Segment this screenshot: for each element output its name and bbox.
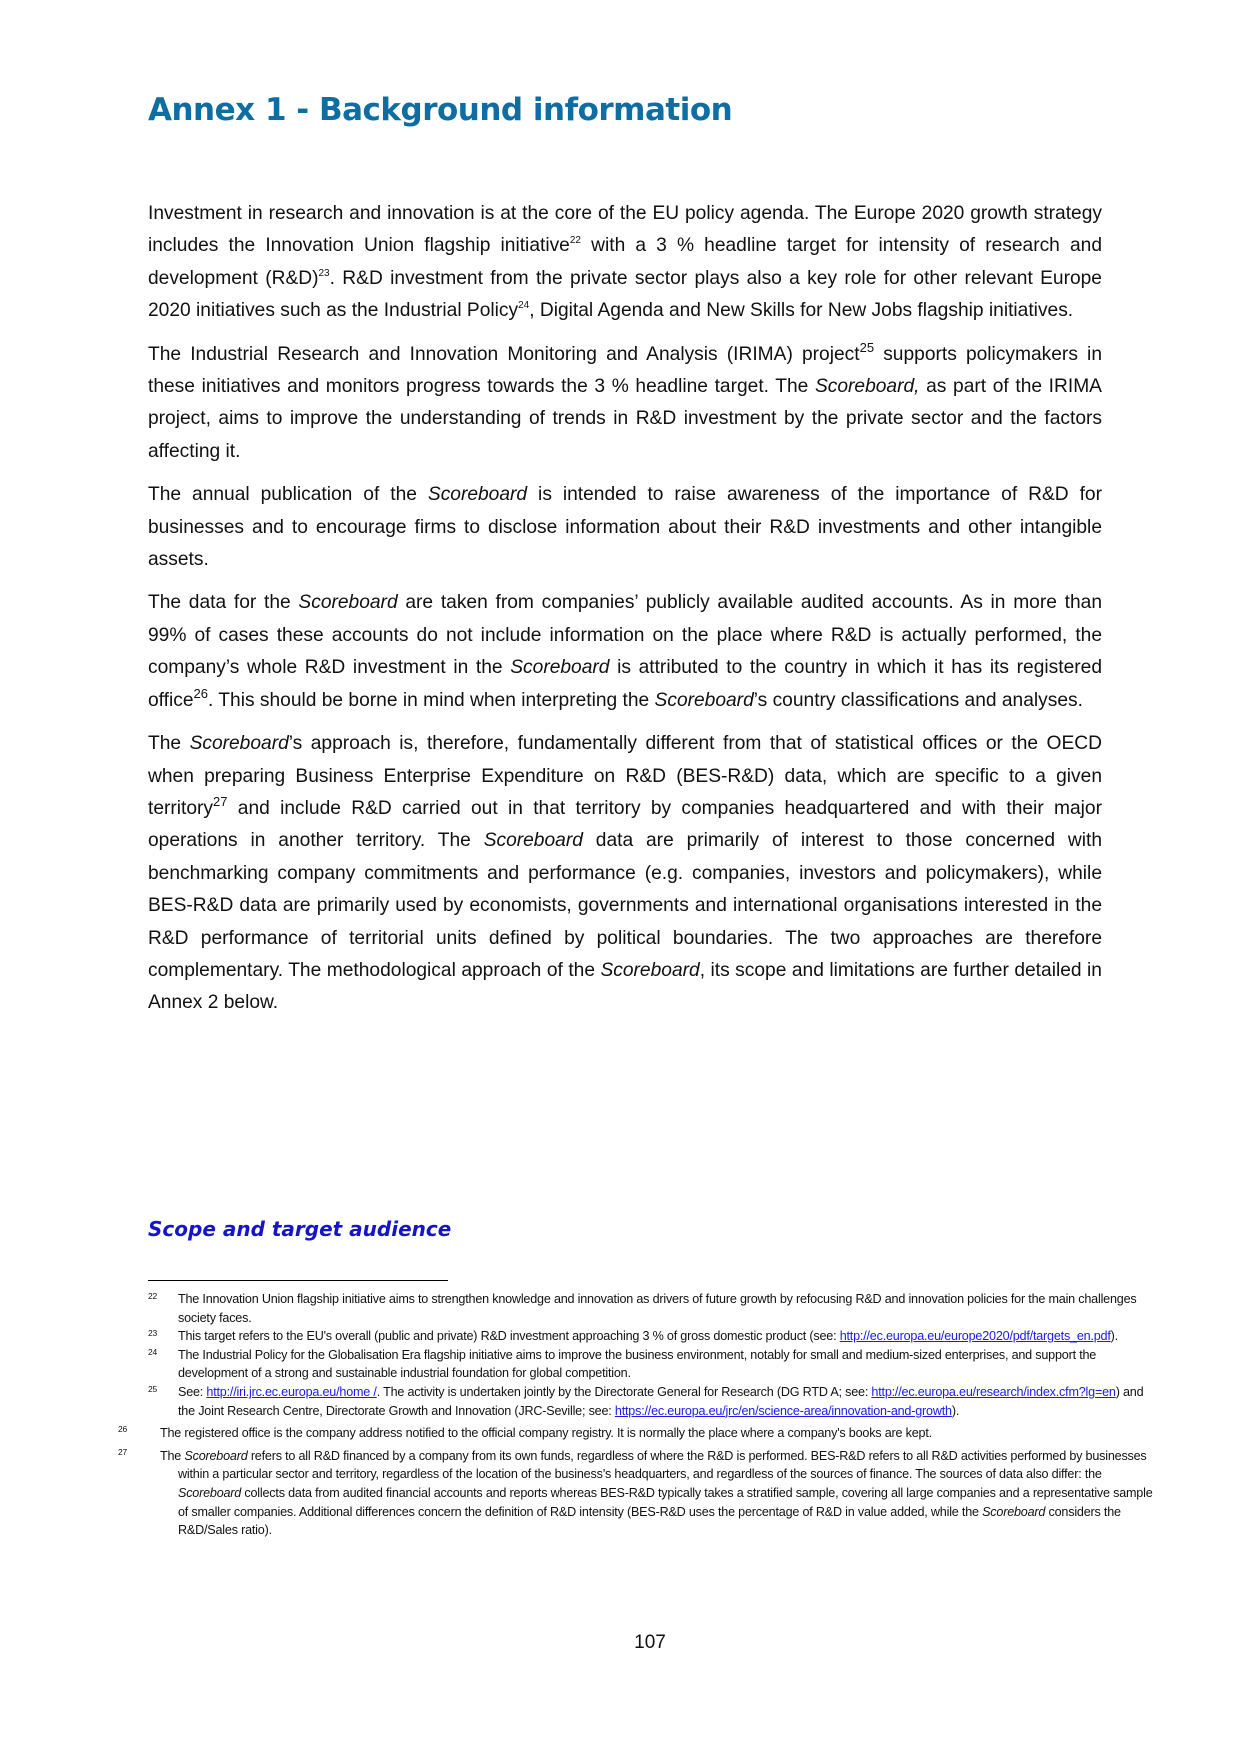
emphasis-scoreboard: Scoreboard [178, 1485, 242, 1500]
text-run: supports policymakers in these initiatives and monitors progress towards the 3 % headline target. The [148, 343, 1102, 398]
text-run: are taken from companies’ publicly available audited accounts. As in more than 99% of cases these accounts do not include information on the place where R&D is actually performed, the company’s whole R&D investment in the [148, 592, 1102, 679]
footnote-ref-24[interactable]: 24 [518, 300, 530, 312]
footnote-26: 26 The registered office is the company address notified to the official company registry. It is normally the place where a company's books are kept. [118, 1424, 932, 1441]
footnote-ref-25[interactable]: 25 [859, 339, 875, 355]
footnote-text: considers the R&D/Sales ratio). [178, 1504, 1121, 1538]
text-run: The Industrial Research and Innovation Monitoring and Analysis (IRIMA) project [148, 343, 860, 365]
page-number: 107 [634, 1632, 666, 1653]
text-run: ’s approach is, therefore, fundamentally different from that of statistical offices or the OECD when preparing Business Enterprise Expenditure on R&D (BES-R&D) data, which are specific to a given territory [148, 733, 1102, 819]
text-run: , its scope and limitations are further detailed in Annex 2 below. [148, 959, 1102, 1014]
text-run: data are primarily of interest to those concerned with benchmarking company commitments and performance (e.g. companies, investors and policymakers), while BES-R&D data are primarily used by economists, governments and international organisations interested in the R&D performance of territorial units defined by political boundaries. The two approaches are therefore complementary. The methodological approach of the [148, 830, 1102, 981]
footnote-text: See: [178, 1384, 207, 1399]
footnote-25 [148, 1383, 1158, 1420]
text-run: is attributed to the country in which it has its registered office [148, 657, 1102, 711]
paragraph-intro [148, 198, 1102, 328]
text-run: with a 3 % headline target for intensity of research and development (R&D) [148, 235, 1102, 289]
paragraph-data-source [148, 587, 1102, 717]
emphasis-scoreboard: Scoreboard [510, 657, 610, 679]
link-ec-research[interactable]: http://ec.europa.eu/research/index.cfm?lg=en [871, 1384, 1116, 1399]
footnote-23 [148, 1327, 1158, 1346]
text-run: The [148, 733, 190, 755]
footnote-text: ). [951, 1403, 960, 1418]
text-run: is intended to raise awareness of the importance of R&D for businesses and to encourage firms to disclose information about their R&D investments and other intangible assets. [148, 484, 1102, 571]
section-heading-scope: Scope and target audience [148, 1217, 452, 1241]
paragraph-approach [148, 728, 1102, 1020]
footnote-number: 22 [148, 1291, 158, 1301]
footnote-text: . The activity is undertaken jointly by the Directorate General for Research (DG RTD A; see: [376, 1384, 872, 1399]
text-run: The data for the [148, 592, 299, 614]
emphasis-scoreboard: Scoreboard [483, 830, 583, 852]
emphasis-scoreboard: Scoreboard [189, 733, 289, 755]
text-run: Investment in research and innovation is at the core of the EU policy agenda. The Europe 2020 growth strategy includes the Innovation Union flagship initiative [148, 203, 1102, 257]
footnote-text: The Innovation Union flagship initiative aims to strengthen knowledge and innovation as drivers of future growth by refocusing R&D and innovation policies for the main challenges society faces. [178, 1292, 1137, 1325]
text-run: as part of the IRIMA project, aims to improve the understanding of trends in R&D investment by the private sector and the factors affecting it. [148, 376, 1102, 462]
footnote-22 [148, 1290, 1158, 1327]
footnote-27: 27 The Scoreboard refers to all R&D financed by a company from its own funds, regardless of where the R&D is performed. BES-R&D refers to all R&D activities performed by businesses within a particular sector and territory, regardless of the location of the business’s headquarters, and regardless of the sources of finance. The sources of data also differ: the Scoreboard collects data from audited financial accounts and reports whereas BES-R&D typically takes a stratified sample, covering all large companies and a representative sample of smaller companies. Additional differences concern the definition of R&D intensity (BES-R&D uses the percentage of R&D in value added, while the Scoreboard considers the R&D/Sales ratio). [118, 1446, 1153, 1538]
text-run: The annual publication of the [148, 484, 428, 506]
footnote-text: The [160, 1448, 185, 1463]
body-text [148, 198, 1102, 1031]
footnote-24 [148, 1346, 1158, 1383]
footnote-text: ) and the Joint Research Centre, Directorate Growth and Innovation (JRC-Seville; see: [178, 1384, 1144, 1418]
text-run: . This should be borne in mind when interpreting the [207, 689, 655, 711]
emphasis-scoreboard: Scoreboard [298, 592, 398, 614]
footnote-separator [148, 1280, 448, 1281]
emphasis-scoreboard: Scoreboard [427, 484, 528, 506]
footnote-number: 25 [148, 1383, 158, 1394]
link-europe2020-targets[interactable]: http://ec.europa.eu/europe2020/pdf/targets_en.pdf [839, 1329, 1111, 1344]
footnote-text: collects data from audited financial accounts and reports whereas BES-R&D typically takes a stratified sample, covering all large companies and a representative sample of smaller companies. Additional differences concern the definition of R&D intensity (BES-R&D uses the percentage of R&D in value added, while the [178, 1485, 1153, 1519]
footnote-ref-27[interactable]: 27 [213, 793, 228, 809]
paragraph-irima [148, 339, 1102, 469]
footnote-text: ). [1110, 1329, 1118, 1344]
footnote-ref-23[interactable]: 23 [318, 267, 330, 279]
emphasis-scoreboard: Scoreboard [982, 1504, 1046, 1519]
paragraph-annual-publication [148, 479, 1102, 576]
footnote-text: refers to all R&D financed by a company from its own funds, regardless of where the R&D is performed. BES-R&D refers to all R&D activities performed by businesses within a particular sector and territory, regardless of the location of the business’s headquarters, and regardless of the sources of finance. The sources of data also differ: the [178, 1448, 1147, 1482]
footnote-ref-22[interactable]: 22 [569, 235, 581, 247]
footnote-number: 23 [148, 1328, 158, 1339]
page-title: Annex 1 - Background information [148, 92, 733, 128]
emphasis-scoreboard: Scoreboard, [814, 376, 920, 398]
text-run: ’s country classifications and analyses. [753, 689, 1083, 711]
footnote-ref-26[interactable]: 26 [193, 685, 208, 701]
footnote-text: The registered office is the company address notified to the official company registry. It is normally the place where a company's books are kept. [160, 1426, 932, 1441]
footnotes [118, 1290, 1158, 1540]
footnote-text: The Industrial Policy for the Globalisation Era flagship initiative aims to improve the business environment, notably for small and medium-sized enterprises, and support the development of a strong and sustainable industrial foundation for global competition. [178, 1347, 1097, 1381]
text-run: , Digital Agenda and New Skills for New Jobs flagship initiatives. [529, 300, 1074, 322]
emphasis-scoreboard: Scoreboard [654, 689, 754, 711]
link-jrc-innovation-growth[interactable]: https://ec.europa.eu/jrc/en/science-area/innovation-and-growth [614, 1403, 952, 1418]
text-run: . R&D investment from the private sector plays also a key role for other relevant Europe 2020 initiatives such as the Industrial Policy [148, 267, 1102, 322]
footnote-text: This target refers to the EU's overall (public and private) R&D investment approaching 3 % of gross domestic product (see: [178, 1329, 840, 1344]
emphasis-scoreboard: Scoreboard [184, 1448, 248, 1463]
text-run: and include R&D carried out in that territory by companies headquartered and with their major operations in another territory. The [148, 797, 1102, 852]
link-iri-jrc-home[interactable]: http://iri.jrc.ec.europa.eu/home / [206, 1384, 377, 1399]
emphasis-scoreboard: Scoreboard [600, 959, 700, 981]
footnote-number: 24 [148, 1346, 158, 1357]
